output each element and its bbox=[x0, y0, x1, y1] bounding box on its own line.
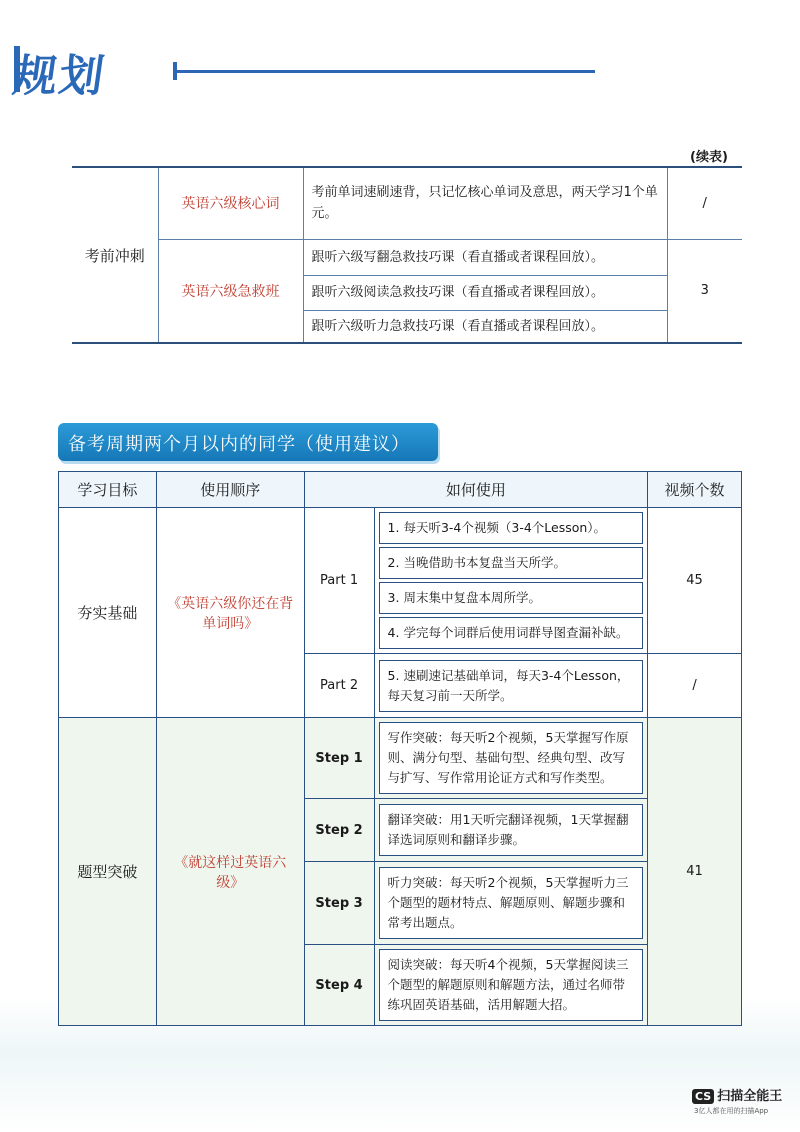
usage-item: 1. 每天听3-4个视频（3-4个Lesson）。 bbox=[379, 512, 644, 544]
table-row bbox=[72, 167, 742, 239]
header-usage: 如何使用 bbox=[304, 472, 648, 508]
count-cell: 45 bbox=[648, 508, 742, 654]
course-cell: 英语六级核心词 bbox=[158, 167, 303, 239]
banner-text: 备考周期两个月以内的同学（使用建议） bbox=[68, 434, 410, 455]
section-banner bbox=[58, 423, 438, 461]
step-label: Step 1 bbox=[304, 718, 374, 799]
header-order: 使用顺序 bbox=[156, 472, 304, 508]
usage-item: 阅读突破：每天听4个视频，5天掌握阅读三个题型的解题原则和解题方法，通过名师带练巩固英语基础，活用解题大招。 bbox=[379, 949, 644, 1021]
usage-item: 3. 周末集中复盘本周所学。 bbox=[379, 582, 644, 614]
course-cell: 英语六级急救班 bbox=[158, 239, 303, 343]
count-cell: 3 bbox=[667, 239, 742, 343]
header-goal: 学习目标 bbox=[59, 472, 157, 508]
table-row bbox=[72, 239, 742, 275]
usage-item: 2. 当晚借助书本复盘当天所学。 bbox=[379, 547, 644, 579]
usage-cell bbox=[374, 718, 648, 799]
plan-table bbox=[58, 471, 742, 1026]
count-cell: / bbox=[648, 654, 742, 718]
part-label: Part 1 bbox=[304, 508, 374, 654]
usage-cell: 考前单词速刷速背，只记忆核心单词及意思，两天学习1个单元。 bbox=[303, 167, 667, 239]
step-label: Step 2 bbox=[304, 799, 374, 862]
usage-cell bbox=[374, 799, 648, 862]
count-cell: / bbox=[667, 167, 742, 239]
usage-item: 写作突破：每天听2个视频，5天掌握写作原则、满分句型、基础句型、经典句型、改写与扩写、写作常用论证方式和写作类型。 bbox=[379, 722, 644, 794]
book-cell: 《英语六级你还在背单词吗》 bbox=[156, 508, 304, 718]
usage-cell bbox=[374, 862, 648, 945]
table-row bbox=[59, 718, 742, 799]
usage-item: 听力突破：每天听2个视频，5天掌握听力三个题型的题材特点、解题原则、解题步骤和常考出题点。 bbox=[379, 867, 644, 939]
goal-cell: 题型突破 bbox=[59, 718, 157, 1026]
usage-cell bbox=[374, 654, 648, 718]
scanner-name: 扫描全能王 bbox=[717, 1089, 783, 1104]
part-label: Part 2 bbox=[304, 654, 374, 718]
step-label: Step 3 bbox=[304, 862, 374, 945]
scanner-logo bbox=[692, 1085, 782, 1104]
table-row bbox=[59, 508, 742, 654]
usage-cell bbox=[374, 508, 648, 654]
header-divider bbox=[175, 70, 595, 73]
header-count: 视频个数 bbox=[648, 472, 742, 508]
sprint-table bbox=[72, 166, 742, 344]
page-title: 规划 bbox=[9, 51, 109, 102]
book-cell: 《就这样过英语六级》 bbox=[156, 718, 304, 1026]
scanner-tagline: 3亿人都在用的扫描App bbox=[694, 1107, 769, 1115]
count-cell: 41 bbox=[648, 718, 742, 1026]
usage-item: 翻译突破：用1天听完翻译视频，1天掌握翻译选词原则和翻译步骤。 bbox=[379, 804, 644, 856]
step-label: Step 4 bbox=[304, 945, 374, 1026]
goal-cell: 夯实基础 bbox=[59, 508, 157, 718]
usage-cell bbox=[374, 945, 648, 1026]
usage-cell: 跟听六级阅读急救技巧课（看直播或者课程回放）。 bbox=[303, 275, 667, 310]
usage-item: 5. 速刷速记基础单词，每天3-4个Lesson，每天复习前一天所学。 bbox=[379, 660, 644, 712]
usage-cell: 跟听六级听力急救技巧课（看直播或者课程回放）。 bbox=[303, 310, 667, 343]
usage-item: 4. 学完每个词群后使用词群导图查漏补缺。 bbox=[379, 617, 644, 649]
usage-cell: 跟听六级写翻急救技巧课（看直播或者课程回放）。 bbox=[303, 239, 667, 275]
continued-label: (续表) bbox=[690, 150, 728, 165]
table-header-row bbox=[59, 472, 742, 508]
stage-cell: 考前冲刺 bbox=[72, 167, 158, 343]
cs-badge-icon: CS bbox=[692, 1089, 714, 1104]
